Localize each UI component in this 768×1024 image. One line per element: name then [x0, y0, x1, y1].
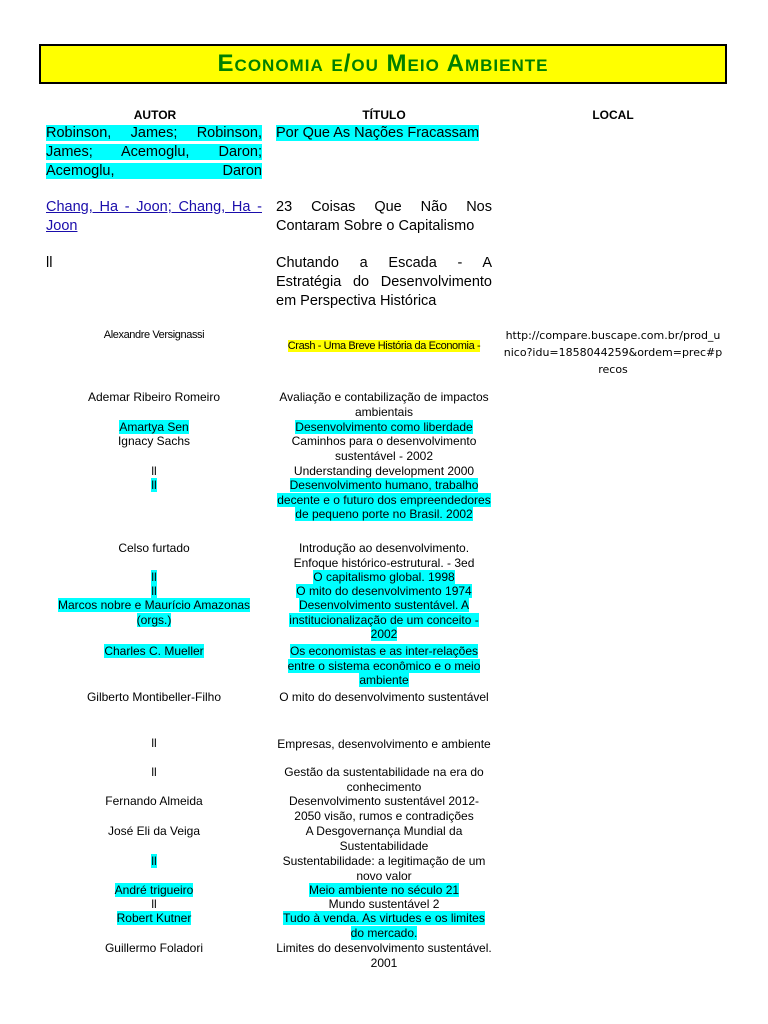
table-row-titulo: Por Que As Nações Fracassam [276, 125, 480, 141]
table-row-titulo: Introdução ao desenvolvimento. Enfoque histórico-estrutural. - 3ed [293, 541, 475, 570]
author-link[interactable]: Chang, Ha - Joon; Chang, Ha - Joon [46, 199, 262, 234]
table-row-autor: ll [151, 584, 157, 598]
table-row-autor: ll [151, 854, 157, 868]
table-row-autor: Robert Kutner [116, 911, 192, 925]
table-row-autor: ll [151, 464, 157, 478]
table-row-autor: ll [151, 897, 157, 911]
table-row-autor: ll [151, 570, 157, 584]
table-row-titulo: Limites do desenvolvimento sustentável. 2001 [276, 941, 492, 970]
table-row-autor: Guillermo Foladori [104, 941, 204, 955]
table-row-autor: ll [151, 765, 157, 779]
table-row-autor: Ademar Ribeiro Romeiro [87, 390, 221, 404]
table-row-autor: Gilberto Montibeller-Filho [86, 690, 222, 704]
table-row-titulo: Tudo à venda. As virtudes e os limites do mercado. [283, 911, 485, 940]
table-row-titulo: Gestão da sustentabilidade na era do conhecimento [284, 765, 484, 794]
table-row-titulo: O mito do desenvolvimento sustentável [279, 690, 489, 704]
table-row-titulo: Caminhos para o desenvolvimento sustentável - 2002 [291, 434, 477, 463]
table-row-titulo: Crash - Uma Breve História da Economia - [287, 340, 481, 352]
table-row-autor: Robinson, James; Robinson, James; Acemoglu, Daron; Acemoglu, Daron [46, 125, 262, 179]
table-row-autor: ll [151, 736, 157, 750]
table-row-titulo: Os economistas e as inter-relações entre o sistema econômico e o meio ambiente [287, 644, 481, 688]
table-row-titulo: Meio ambiente no século 21 [308, 883, 460, 897]
table-row-autor: Celso furtado [118, 541, 190, 555]
table-row-titulo: Chutando a Escada - A Estratégia do Desenvolvimento em Perspectiva Histórica [276, 255, 492, 309]
page-title-banner [39, 44, 727, 84]
header-autor: AUTOR [133, 108, 177, 122]
table-row-titulo: A Desgovernança Mundial da Sustentabilidade [305, 824, 463, 853]
table-row-titulo: Empresas, desenvolvimento e ambiente [277, 737, 491, 751]
table-row-autor[interactable] [46, 198, 262, 236]
table-row-autor: Ignacy Sachs [117, 434, 191, 448]
table-row-autor: André trigueiro [114, 883, 194, 897]
table-row-titulo: O capitalismo global. 1998 [313, 570, 455, 584]
table-row-autor: Amartya Sen [119, 420, 189, 434]
table-row-titulo: Desenvolvimento humano, trabalho decente e o futuro dos empreendedores de pequeno porte no Brasil. 2002 [277, 478, 491, 522]
table-row-autor: ll [151, 478, 157, 492]
table-row-titulo: Mundo sustentável 2 [328, 897, 440, 911]
table-row-autor: Alexandre Versignassi [103, 329, 205, 341]
table-row-autor: José Eli da Veiga [107, 824, 201, 838]
table-row-titulo: Sustentabilidade: a legitimação de um novo valor [282, 854, 486, 883]
header-local: LOCAL [592, 108, 634, 122]
table-row-titulo: Avaliação e contabilização de impactos ambientais [279, 390, 489, 419]
page-title: Economia e/ou Meio Ambiente [217, 50, 549, 77]
table-row-titulo: Desenvolvimento sustentável 2012-2050 visão, rumos e contradições [288, 794, 480, 823]
header-titulo: TÍTULO [362, 108, 406, 122]
local-url[interactable]: http://compare.buscape.com.br/prod_unico?idu=1858044259&ordem=prec#precos [503, 329, 723, 376]
table-row-titulo: 23 Coisas Que Não Nos Contaram Sobre o Capitalismo [276, 199, 492, 234]
table-row-autor: Fernando Almeida [105, 794, 203, 808]
table-row-titulo: Desenvolvimento sustentável. A institucionalização de um conceito - 2002 [289, 598, 479, 642]
table-row-titulo: Desenvolvimento como liberdade [295, 420, 473, 434]
table-row-local[interactable] [503, 327, 723, 378]
table-row-autor: Marcos nobre e Maurício Amazonas (orgs.) [57, 598, 251, 627]
table-row-autor: Charles C. Mueller [104, 644, 204, 658]
table-row-titulo: O mito do desenvolvimento 1974 [296, 584, 472, 598]
table-row-autor: ll [46, 255, 53, 271]
table-row-titulo: Understanding development 2000 [293, 464, 475, 478]
